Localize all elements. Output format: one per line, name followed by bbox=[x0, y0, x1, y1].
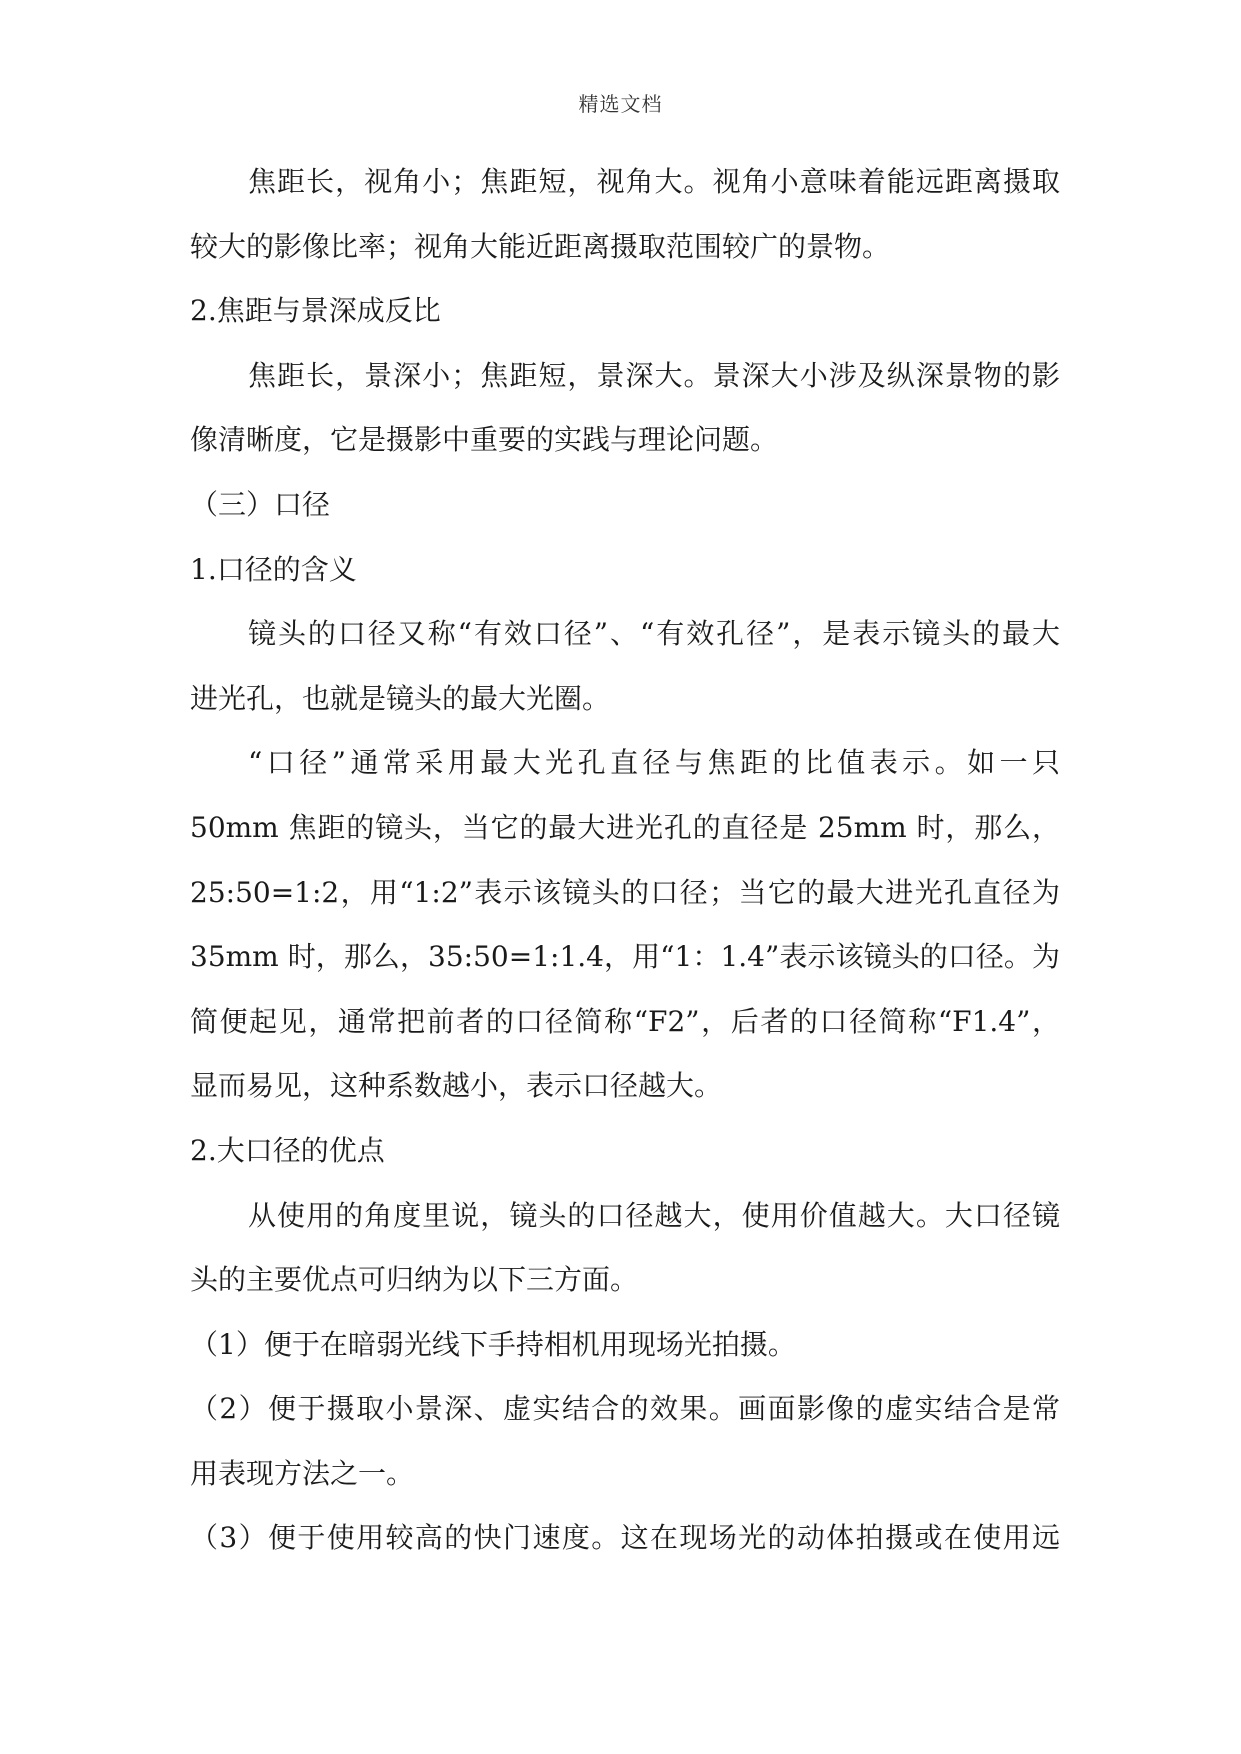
paragraph-line: 35mm 时，那么，35:50=1:1.4，用“1：1.4”表示该镜头的口径。为 bbox=[190, 940, 1060, 974]
paragraph-line: 较大的影像比率；视角大能近距离摄取范围较广的景物。 bbox=[190, 229, 891, 263]
document-body bbox=[190, 150, 1060, 1571]
paragraph-line: 焦距长，视角小；焦距短，视角大。视角小意味着能远距离摄取 bbox=[248, 165, 1060, 198]
paragraph-line: 进光孔，也就是镜头的最大光圈。 bbox=[190, 681, 611, 715]
section-heading: 2.大口径的优点 bbox=[190, 1133, 385, 1167]
paragraph-line: 焦距长，景深小；焦距短，景深大。景深大小涉及纵深景物的影 bbox=[248, 358, 1060, 392]
list-item: （2）便于摄取小景深、虚实结合的效果。画面影像的虚实结合是常 bbox=[190, 1392, 1060, 1426]
paragraph-line: 镜头的口径又称“有效口径”、“有效孔径”，是表示镜头的最大 bbox=[248, 617, 1060, 651]
paragraph-line: 简便起见，通常把前者的口径简称“F2”，后者的口径简称“F1.4”， bbox=[190, 1004, 1060, 1038]
section-heading: 2.焦距与景深成反比 bbox=[190, 294, 441, 328]
paragraph-line: 用表现方法之一。 bbox=[190, 1456, 415, 1490]
section-heading: （三）口径 bbox=[190, 487, 331, 521]
paragraph-line: 50mm 焦距的镜头，当它的最大进光孔的直径是 25mm 时，那么， bbox=[190, 810, 1060, 844]
paragraph-line: “口径”通常采用最大光孔直径与焦距的比值表示。如一只 bbox=[248, 746, 1060, 780]
page-header: 精选文档 bbox=[578, 92, 663, 116]
paragraph-line: 从使用的角度里说，镜头的口径越大，使用价值越大。大口径镜 bbox=[248, 1198, 1060, 1232]
paragraph-line: 头的主要优点可归纳为以下三方面。 bbox=[190, 1263, 639, 1297]
paragraph-line: 25:50=1:2，用“1:2”表示该镜头的口径；当它的最大进光孔直径为 bbox=[190, 875, 1060, 909]
list-item: （1）便于在暗弱光线下手持相机用现场光拍摄。 bbox=[190, 1327, 796, 1361]
paragraph-line: 显而易见，这种系数越小，表示口径越大。 bbox=[190, 1069, 723, 1103]
section-heading: 1.口径的含义 bbox=[190, 552, 357, 586]
paragraph-line: 像清晰度，它是摄影中重要的实践与理论问题。 bbox=[190, 423, 779, 457]
list-item: （3）便于使用较高的快门速度。这在现场光的动体拍摄或在使用远 bbox=[190, 1521, 1060, 1555]
